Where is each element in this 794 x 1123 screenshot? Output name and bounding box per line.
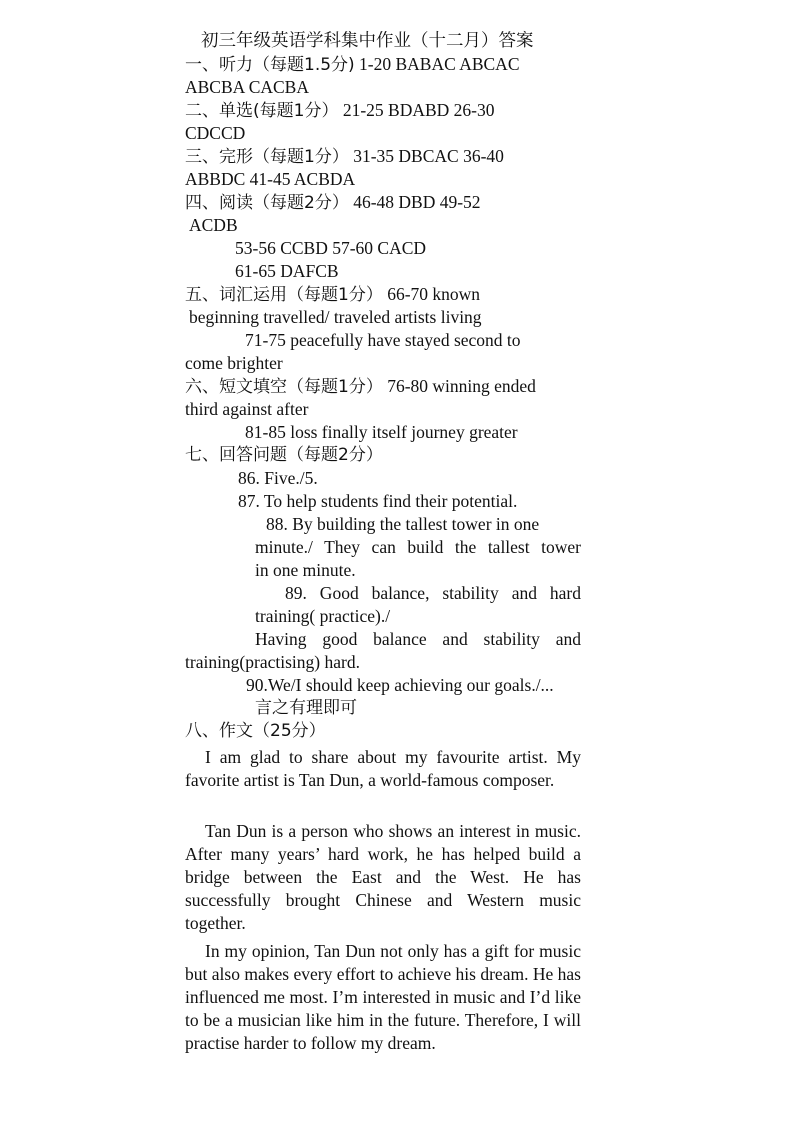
section-gapfill-answers3: 81-85 loss finally itself journey greater [245,422,518,442]
section-vocab-line1 [185,283,480,307]
answer-88-line2: minute./ They can build the tallest tower [255,537,581,557]
section-listening-label: 一、听力（每题1.5分) [185,55,355,75]
section-cloze-answers2: ABBDC 41-45 ACBDA [185,169,356,189]
section-choice-label: 二、单选(每题1分） [185,101,339,121]
section-reading-line1 [185,191,481,215]
section-vocab-answers1: 66-70 known [387,284,481,304]
section-listening-answers1: 1-20 BABAC ABCAC [359,54,520,74]
answer-87: 87. To help students find their potential. [238,491,518,511]
section-cloze-line1 [185,145,504,169]
answer-89-line1: 89. Good balance, stability and hard [285,583,581,603]
answer-86: 86. Five./5. [238,468,318,488]
answer-90-note: 言之有理即可 [255,698,357,718]
section-reading-label: 四、阅读（每题2分） [185,193,349,213]
section-cloze-answers1: 31-35 DBCAC 36-40 [353,146,504,166]
section-vocab-answers4: come brighter [185,353,283,373]
section-gapfill-answers1: 76-80 winning ended [387,376,536,396]
section-listening-line1 [185,53,520,77]
essay-paragraph-2: Tan Dun is a person who shows an interest in music. After many years’ hard work, he has helped build a bridge between the East and the West. He has successfully brought Chinese and Western music together. [185,821,581,933]
section-gapfill-line1 [185,375,536,399]
answer-89-line3: Having good balance and stability and [255,629,581,649]
essay-paragraph-1: I am glad to share about my favourite artist. My favorite artist is Tan Dun, a world-famous composer. [185,747,581,790]
section-reading-answers1: 46-48 DBD 49-52 [353,192,481,212]
answer-90-line1: 90.We/I should keep achieving our goals./... [246,675,554,695]
answer-88-line1: 88. By building the tallest tower in one [266,514,540,534]
section-writing-label: 八、作文（25分） [185,721,326,741]
section-gapfill-label: 六、短文填空（每题1分） [185,377,383,397]
essay-paragraph-3: In my opinion, Tan Dun not only has a gift for music but also makes every effort to achieve his dream. He has influenced me most. I’m interested in music and I’d like to be a musician like him in the future. Therefore, I will practise harder to follow my dream. [185,941,581,1053]
section-reading-answers4: 61-65 DAFCB [235,261,339,281]
section-answers-label: 七、回答问题（每题2分） [185,445,383,465]
section-listening-answers2: ABCBA CACBA [185,77,309,97]
answer-89-line2: training( practice)./ [255,606,391,626]
page-title: 初三年级英语学科集中作业（十二月）答案 [201,31,534,51]
section-reading-answers2: ACDB [189,215,238,235]
answer-88-line3: in one minute. [255,560,356,580]
section-vocab-answers3: 71-75 peacefully have stayed second to [245,330,521,350]
section-gapfill-answers2: third against after [185,399,309,419]
section-choice-answers2: CDCCD [185,123,246,143]
section-choice-answers1: 21-25 BDABD 26-30 [342,100,495,120]
section-vocab-label: 五、词汇运用（每题1分） [185,285,383,305]
section-reading-answers3: 53-56 CCBD 57-60 CACD [235,238,427,258]
section-choice-line1 [185,99,495,123]
section-vocab-answers2: beginning travelled/ traveled artists living [189,307,482,327]
answer-89-line4: training(practising) hard. [185,652,360,672]
section-cloze-label: 三、完形（每题1分） [185,147,349,167]
